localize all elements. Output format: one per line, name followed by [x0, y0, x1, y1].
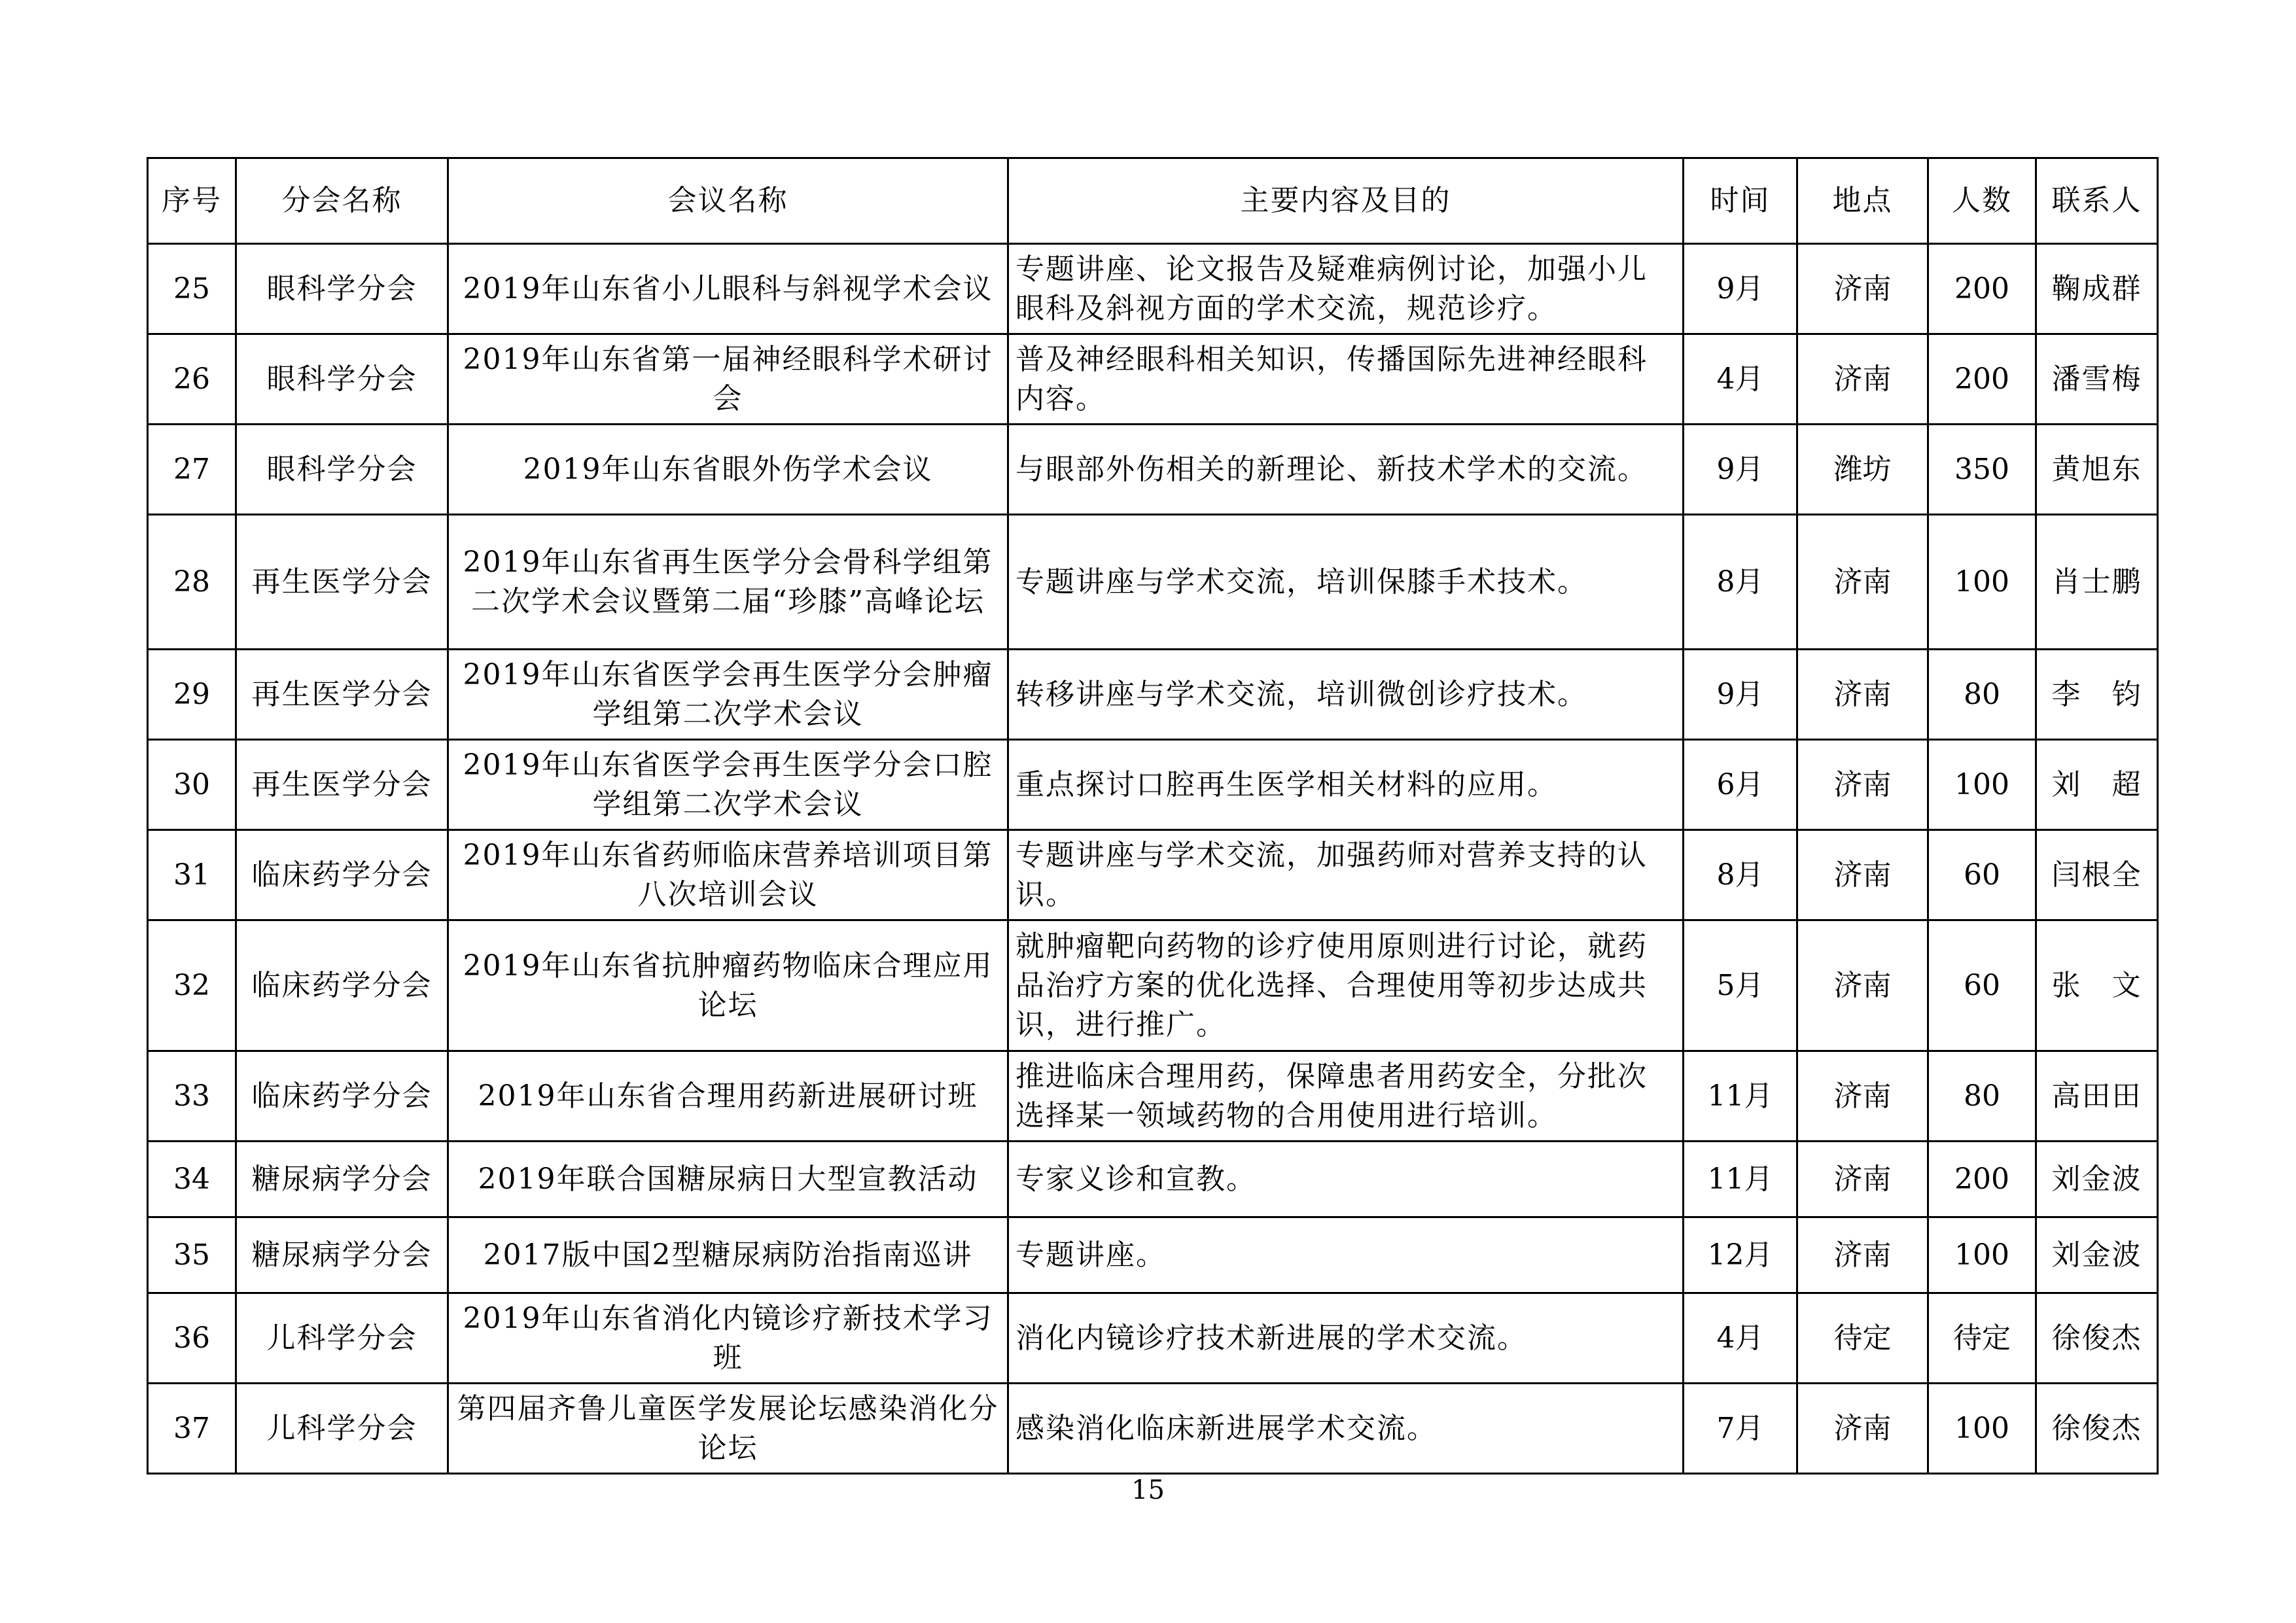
- cell-meeting: 第四届齐鲁儿童医学发展论坛感染消化分论坛: [448, 1384, 1008, 1474]
- table-row: [148, 425, 2158, 515]
- cell-branch: 糖尿病学分会: [236, 1142, 448, 1217]
- cell-meeting: 2017版中国2型糖尿病防治指南巡讲: [448, 1217, 1008, 1293]
- cell-meeting: 2019年山东省医学会再生医学分会肿瘤学组第二次学术会议: [448, 650, 1008, 740]
- cell-people: 200: [1928, 1142, 2036, 1217]
- cell-time: 8月: [1684, 830, 1797, 920]
- cell-content: 专题讲座。: [1008, 1217, 1684, 1293]
- cell-place: 济南: [1797, 244, 1928, 334]
- cell-content: 就肿瘤靶向药物的诊疗使用原则进行讨论，就药品治疗方案的优化选择、合理使用等初步达成共识，进行推广。: [1008, 920, 1684, 1051]
- cell-branch: 眼科学分会: [236, 425, 448, 515]
- cell-branch: 儿科学分会: [236, 1293, 448, 1384]
- cell-branch: 再生医学分会: [236, 515, 448, 650]
- cell-content: 与眼部外伤相关的新理论、新技术学术的交流。: [1008, 425, 1684, 515]
- cell-people: 200: [1928, 244, 2036, 334]
- cell-place: 济南: [1797, 1384, 1928, 1474]
- cell-people: 100: [1928, 740, 2036, 830]
- header-branch: 分会名称: [236, 158, 448, 244]
- header-meeting: 会议名称: [448, 158, 1008, 244]
- cell-meeting: 2019年联合国糖尿病日大型宣教活动: [448, 1142, 1008, 1217]
- cell-time: 11月: [1684, 1051, 1797, 1142]
- cell-branch: 临床药学分会: [236, 1051, 448, 1142]
- cell-content: 感染消化临床新进展学术交流。: [1008, 1384, 1684, 1474]
- cell-content: 消化内镜诊疗技术新进展的学术交流。: [1008, 1293, 1684, 1384]
- cell-people: 80: [1928, 1051, 2036, 1142]
- cell-time: 9月: [1684, 650, 1797, 740]
- cell-place: 济南: [1797, 1217, 1928, 1293]
- header-place: 地点: [1797, 158, 1928, 244]
- cell-meeting: 2019年山东省医学会再生医学分会口腔学组第二次学术会议: [448, 740, 1008, 830]
- cell-meeting: 2019年山东省药师临床营养培训项目第八次培训会议: [448, 830, 1008, 920]
- cell-place: 济南: [1797, 1051, 1928, 1142]
- table-row: [148, 244, 2158, 334]
- cell-no: 35: [148, 1217, 236, 1293]
- cell-time: 6月: [1684, 740, 1797, 830]
- cell-time: 9月: [1684, 244, 1797, 334]
- table-row: [148, 650, 2158, 740]
- cell-no: 25: [148, 244, 236, 334]
- cell-contact: 徐俊杰: [2036, 1384, 2158, 1474]
- cell-people: 100: [1928, 515, 2036, 650]
- conference-schedule-table: [147, 157, 2159, 1475]
- header-contact: 联系人: [2036, 158, 2158, 244]
- cell-contact: 闫根全: [2036, 830, 2158, 920]
- cell-meeting: 2019年山东省再生医学分会骨科学组第二次学术会议暨第二届“珍膝”高峰论坛: [448, 515, 1008, 650]
- table-row: [148, 830, 2158, 920]
- table-row: [148, 1217, 2158, 1293]
- cell-contact: 刘 超: [2036, 740, 2158, 830]
- cell-branch: 临床药学分会: [236, 920, 448, 1051]
- cell-content: 重点探讨口腔再生医学相关材料的应用。: [1008, 740, 1684, 830]
- header-no: 序号: [148, 158, 236, 244]
- cell-contact: 鞠成群: [2036, 244, 2158, 334]
- cell-no: 28: [148, 515, 236, 650]
- cell-contact: 潘雪梅: [2036, 334, 2158, 425]
- cell-time: 7月: [1684, 1384, 1797, 1474]
- cell-contact: 刘金波: [2036, 1142, 2158, 1217]
- cell-contact: 张 文: [2036, 920, 2158, 1051]
- cell-meeting: 2019年山东省第一届神经眼科学术研讨会: [448, 334, 1008, 425]
- cell-branch: 眼科学分会: [236, 244, 448, 334]
- cell-people: 100: [1928, 1384, 2036, 1474]
- cell-place: 济南: [1797, 650, 1928, 740]
- cell-people: 待定: [1928, 1293, 2036, 1384]
- cell-no: 37: [148, 1384, 236, 1474]
- cell-no: 36: [148, 1293, 236, 1384]
- header-time: 时间: [1684, 158, 1797, 244]
- cell-contact: 李 钧: [2036, 650, 2158, 740]
- cell-content: 专题讲座、论文报告及疑难病例讨论，加强小儿眼科及斜视方面的学术交流，规范诊疗。: [1008, 244, 1684, 334]
- cell-meeting: 2019年山东省合理用药新进展研讨班: [448, 1051, 1008, 1142]
- table-row: [148, 515, 2158, 650]
- cell-content: 专家义诊和宣教。: [1008, 1142, 1684, 1217]
- cell-contact: 黄旭东: [2036, 425, 2158, 515]
- cell-no: 29: [148, 650, 236, 740]
- cell-place: 济南: [1797, 830, 1928, 920]
- cell-place: 待定: [1797, 1293, 1928, 1384]
- header-people: 人数: [1928, 158, 2036, 244]
- cell-branch: 糖尿病学分会: [236, 1217, 448, 1293]
- cell-content: 推进临床合理用药，保障患者用药安全，分批次选择某一领域药物的合用使用进行培训。: [1008, 1051, 1684, 1142]
- cell-meeting: 2019年山东省抗肿瘤药物临床合理应用论坛: [448, 920, 1008, 1051]
- cell-no: 31: [148, 830, 236, 920]
- cell-people: 100: [1928, 1217, 2036, 1293]
- table-row: [148, 1051, 2158, 1142]
- cell-no: 33: [148, 1051, 236, 1142]
- cell-contact: 肖士鹏: [2036, 515, 2158, 650]
- cell-no: 27: [148, 425, 236, 515]
- cell-place: 潍坊: [1797, 425, 1928, 515]
- cell-place: 济南: [1797, 334, 1928, 425]
- cell-branch: 临床药学分会: [236, 830, 448, 920]
- table-row: [148, 920, 2158, 1051]
- cell-branch: 眼科学分会: [236, 334, 448, 425]
- cell-meeting: 2019年山东省眼外伤学术会议: [448, 425, 1008, 515]
- cell-time: 4月: [1684, 1293, 1797, 1384]
- cell-content: 转移讲座与学术交流，培训微创诊疗技术。: [1008, 650, 1684, 740]
- cell-people: 350: [1928, 425, 2036, 515]
- cell-content: 普及神经眼科相关知识，传播国际先进神经眼科内容。: [1008, 334, 1684, 425]
- cell-time: 8月: [1684, 515, 1797, 650]
- cell-content: 专题讲座与学术交流，培训保膝手术技术。: [1008, 515, 1684, 650]
- cell-contact: 高田田: [2036, 1051, 2158, 1142]
- table-header-row: [148, 158, 2158, 244]
- table-row: [148, 1142, 2158, 1217]
- table-body: [148, 244, 2158, 1474]
- cell-no: 34: [148, 1142, 236, 1217]
- cell-time: 9月: [1684, 425, 1797, 515]
- cell-content: 专题讲座与学术交流，加强药师对营养支持的认识。: [1008, 830, 1684, 920]
- cell-people: 60: [1928, 830, 2036, 920]
- cell-no: 30: [148, 740, 236, 830]
- header-content: 主要内容及目的: [1008, 158, 1684, 244]
- cell-meeting: 2019年山东省消化内镜诊疗新技术学习班: [448, 1293, 1008, 1384]
- cell-time: 12月: [1684, 1217, 1797, 1293]
- table-row: [148, 1293, 2158, 1384]
- cell-people: 60: [1928, 920, 2036, 1051]
- cell-contact: 徐俊杰: [2036, 1293, 2158, 1384]
- cell-place: 济南: [1797, 1142, 1928, 1217]
- cell-branch: 再生医学分会: [236, 650, 448, 740]
- cell-people: 80: [1928, 650, 2036, 740]
- cell-time: 4月: [1684, 334, 1797, 425]
- cell-time: 5月: [1684, 920, 1797, 1051]
- cell-branch: 儿科学分会: [236, 1384, 448, 1474]
- cell-place: 济南: [1797, 515, 1928, 650]
- cell-place: 济南: [1797, 740, 1928, 830]
- cell-people: 200: [1928, 334, 2036, 425]
- cell-time: 11月: [1684, 1142, 1797, 1217]
- cell-no: 26: [148, 334, 236, 425]
- table-row: [148, 334, 2158, 425]
- table-row: [148, 1384, 2158, 1474]
- cell-meeting: 2019年山东省小儿眼科与斜视学术会议: [448, 244, 1008, 334]
- cell-contact: 刘金波: [2036, 1217, 2158, 1293]
- cell-no: 32: [148, 920, 236, 1051]
- page-number: 15: [1131, 1475, 1165, 1505]
- cell-branch: 再生医学分会: [236, 740, 448, 830]
- cell-place: 济南: [1797, 920, 1928, 1051]
- table-row: [148, 740, 2158, 830]
